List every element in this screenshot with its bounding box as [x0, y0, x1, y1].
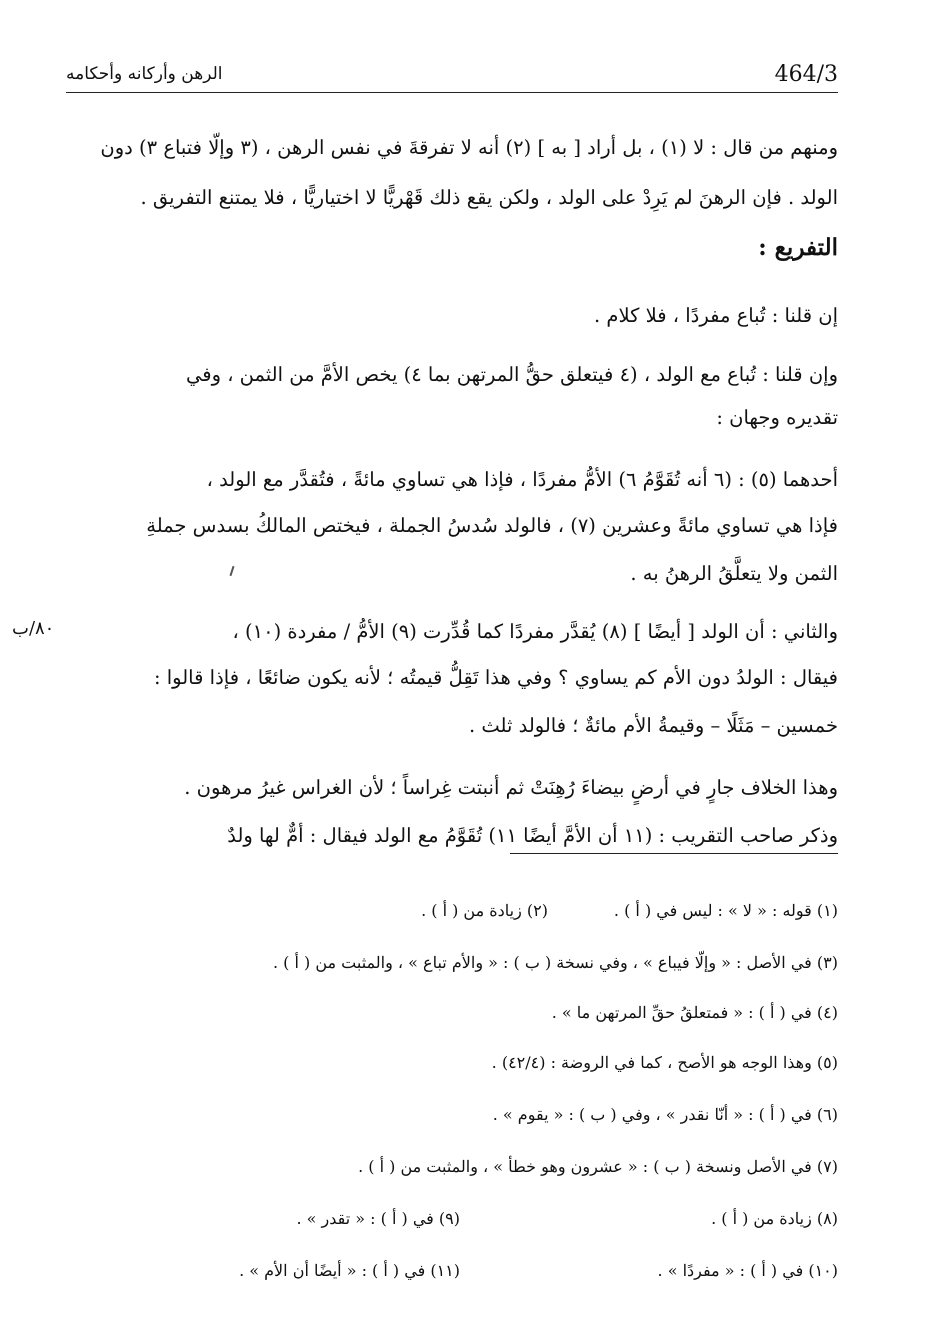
page-number: 464/3: [774, 62, 838, 87]
body-line: فيقال : الولدُ دون الأم كم يساوي ؟ وفي هذا تَقِلُّ قيمتُه ؛ لأنه يكون ضائعًا ، فإذا قالوا :: [153, 666, 838, 689]
footnote: (٣) في الأصل : « وإلّا فيباع » ، وفي نسخة ( ب ) : « والأم تباع » ، والمثبت من ( أ ) .: [272, 953, 838, 972]
body-line: الثمن ولا يتعلَّقُ الرهنُ به .: [630, 562, 838, 585]
footnote: (٨) زيادة من ( أ ) .: [711, 1209, 838, 1228]
footnote-separator: [510, 853, 838, 854]
body-line: فإذا هي تساوي مائةً وعشرين (٧) ، فالولد سُدسُ الجملة ، فيختص المالكُ بسدس جملةِ: [146, 514, 838, 537]
footnote: (٤) في ( أ ) : « فمتعلقُ حقِّ المرتهن ما » .: [551, 1003, 838, 1022]
footnote: (٧) في الأصل ونسخة ( ب ) : « عشرون وهو خطأ » ، والمثبت من ( أ ) .: [358, 1157, 838, 1176]
running-title: الرهن وأركانه وأحكامه: [66, 64, 223, 84]
body-line: وذكر صاحب التقريب : (١١ أن الأمَّ أيضًا ١١) تُقَوَّمُ مع الولد فيقال : أمٌّ لها ولدٌ: [227, 824, 838, 847]
body-line: ومنهم من قال : لا (١) ، بل أراد [ به ] (٢) أنه لا تفرقةَ في نفس الرهن ، (٣ وإلّا فتباع ٣) دون: [100, 136, 838, 159]
body-line: وهذا الخلاف جارٍ في أرضٍ بيضاءَ رُهِنَتْ ثم أنبتت غِراساً ؛ لأن الغراس غيرُ مرهون .: [184, 776, 838, 799]
margin-folio-note: ٨٠/ب: [12, 618, 55, 639]
footnote: (٦) في ( أ ) : « أنّا نقدر » ، وفي ( ب ) : « يقوم » .: [492, 1105, 838, 1124]
body-line: أحدهما (٥) : (٦ أنه تُقَوَّمُ ٦) الأمُّ مفردًا ، فإذا هي تساوي مائةً ، فتُقدَّر مع الولد ،: [206, 468, 838, 491]
body-line: الولد . فإن الرهنَ لم يَرِدْ على الولد ، ولكن يقع ذلك قَهْريًّا لا اختياريًّا ، فلا يمتنع التفريق .: [140, 186, 838, 209]
footnote: (٢) زيادة من ( أ ) .: [421, 901, 548, 920]
body-line: والثاني : أن الولد [ أيضًا ] (٨) يُقدَّر مفردًا كما قُدِّرت (٩) الأمُّ / مفردة (١٠) ،: [232, 620, 838, 643]
footnote: (١١) في ( أ ) : « أيضًا أن الأم » .: [239, 1261, 460, 1280]
body-line: إن قلنا : تُباع مفردًا ، فلا كلام .: [594, 304, 838, 327]
section-heading: التفريع :: [758, 234, 838, 261]
running-header: [66, 62, 838, 93]
footnote: (١٠) في ( أ ) : « مفردًا » .: [657, 1261, 838, 1280]
body-line: وإن قلنا : تُباع مع الولد ، (٤ فيتعلق حقُّ المرتهن بما ٤) يخص الأمَّ من الثمن ، وفي: [186, 363, 838, 386]
body-line: تقديره وجهان :: [716, 406, 838, 429]
body-line: خمسين – مَثَلًا – وقيمةُ الأم مائةٌ ؛ فالولد ثلث .: [468, 714, 838, 737]
footnote: (٥) وهذا الوجه هو الأصح ، كما في الروضة : (٤٢/٤) .: [491, 1053, 838, 1072]
footnote: (٩) في ( أ ) : « تقدر » .: [296, 1209, 460, 1228]
footnote: (١) قوله : « لا » : ليس في ( أ ) .: [613, 901, 838, 920]
